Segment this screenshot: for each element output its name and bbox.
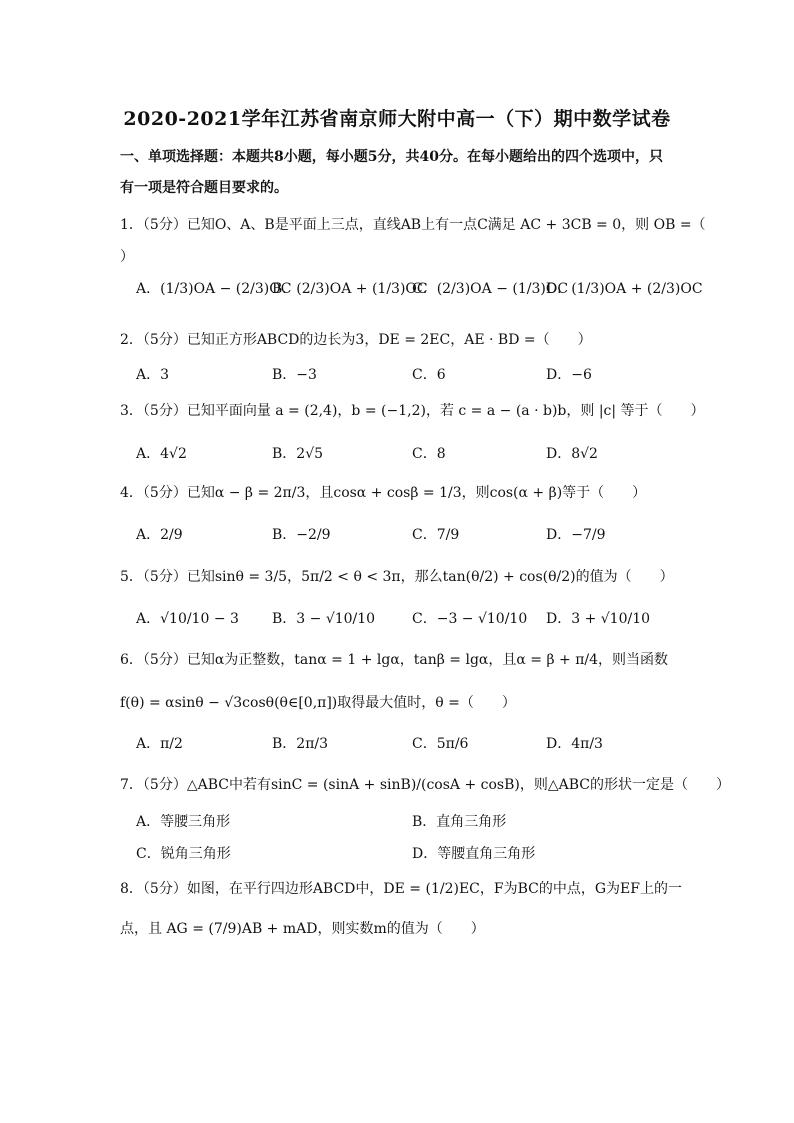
question-5-option-d[interactable]: D．3 + √10/10 [546, 611, 651, 627]
question-2-stem: 2．（5分）已知正方形ABCD的边长为3，DE = 2EC，AE · BD =（ ） [120, 332, 592, 348]
question-1-options [136, 278, 703, 312]
question-7-stem: 7．（5分）△ABC中若有sinC = (sinA + sinB)/(cosA + cosB)，则△ABC的形状一定是（ ） [120, 777, 730, 793]
question-6-option-b[interactable]: B．2π/3 [272, 736, 329, 752]
question-2-options [136, 364, 676, 398]
question-2-option-a[interactable]: A．3 [136, 367, 170, 383]
question-5-options [136, 608, 676, 642]
question-4-option-c[interactable]: C．7/9 [412, 527, 460, 543]
question-3-option-a[interactable]: A．4√2 [136, 446, 187, 462]
question-7-options-row1 [136, 811, 676, 845]
question-4-options [136, 524, 676, 558]
question-6-option-d[interactable]: D．4π/3 [546, 736, 603, 752]
question-6-option-c[interactable]: C．5π/6 [412, 736, 469, 752]
question-3-option-c[interactable]: C．8 [412, 446, 446, 462]
question-7-option-a[interactable]: A．等腰三角形 [136, 814, 231, 830]
question-4-stem: 4．（5分）已知α − β = 2π/3，且cosα + cosβ = 1/3，则cos(α + β)等于（ ） [120, 485, 647, 501]
question-6-option-a[interactable]: A．π/2 [136, 736, 183, 752]
question-4-option-d[interactable]: D．−7/9 [546, 527, 606, 543]
question-3-stem: 3．（5分）已知平面向量 a = (2,4)，b = (−1,2)，若 c = a − (a · b)b，则 |c| 等于（ ） [120, 403, 705, 419]
question-5-option-b[interactable]: B．3 − √10/10 [272, 611, 376, 627]
question-6-options [136, 733, 676, 767]
question-1-option-b[interactable]: B．(2/3)OA + (1/3)OC [272, 281, 428, 297]
question-2-option-d[interactable]: D．−6 [546, 367, 592, 383]
question-1-option-a[interactable]: A．(1/3)OA − (2/3)OC [136, 281, 292, 297]
question-1-stem-cont: ） [120, 249, 134, 265]
question-2-option-b[interactable]: B．−3 [272, 367, 317, 383]
question-5-stem: 5．（5分）已知sinθ = 3/5，5π/2 < θ < 3π，那么tan(θ/2) + cos(θ/2)的值为（ ） [120, 569, 674, 585]
question-3-option-d[interactable]: D．8√2 [546, 446, 598, 462]
section-heading-line1: 一、单项选择题：本题共8小题，每小题5分，共40分。在每小题给出的四个选项中，只 [120, 149, 663, 165]
question-7-option-d[interactable]: D．等腰直角三角形 [412, 846, 536, 862]
page-title: 2020-2021学年江苏省南京师大附中高一（下）期中数学试卷 [123, 108, 671, 130]
question-1-stem: 1．（5分）已知O、A、B是平面上三点，直线AB上有一点C满足 AC + 3CB = 0，则 OB =（ [120, 217, 706, 233]
section-heading-line2: 有一项是符合题目要求的。 [120, 180, 288, 196]
question-1-option-d[interactable]: D．(1/3)OA + (2/3)OC [546, 281, 703, 297]
question-8-stem-cont: 点，且 AG = (7/9)AB + mAD，则实数m的值为（ ） [120, 921, 485, 937]
question-7-options-row2 [136, 843, 676, 877]
question-2-option-c[interactable]: C．6 [412, 367, 446, 383]
question-7-option-b[interactable]: B．直角三角形 [412, 814, 507, 830]
question-6-stem-cont: f(θ) = αsinθ − √3cosθ(θ∈[0,π])取得最大值时，θ =（ ） [120, 695, 516, 711]
question-3-option-b[interactable]: B．2√5 [272, 446, 324, 462]
question-5-option-c[interactable]: C．−3 − √10/10 [412, 611, 528, 627]
question-5-option-a[interactable]: A．√10/10 − 3 [136, 611, 239, 627]
question-1-option-c[interactable]: C．(2/3)OA − (1/3)OC [412, 281, 569, 297]
question-3-options [136, 443, 676, 477]
question-4-option-b[interactable]: B．−2/9 [272, 527, 331, 543]
question-6-stem: 6．（5分）已知α为正整数，tanα = 1 + lgα，tanβ = lgα，且α = β + π/4，则当函数 [120, 652, 669, 668]
question-7-option-c[interactable]: C．锐角三角形 [136, 846, 231, 862]
question-4-option-a[interactable]: A．2/9 [136, 527, 183, 543]
question-8-stem: 8．（5分）如图，在平行四边形ABCD中，DE = (1/2)EC，F为BC的中点，G为EF上的一 [120, 881, 682, 897]
